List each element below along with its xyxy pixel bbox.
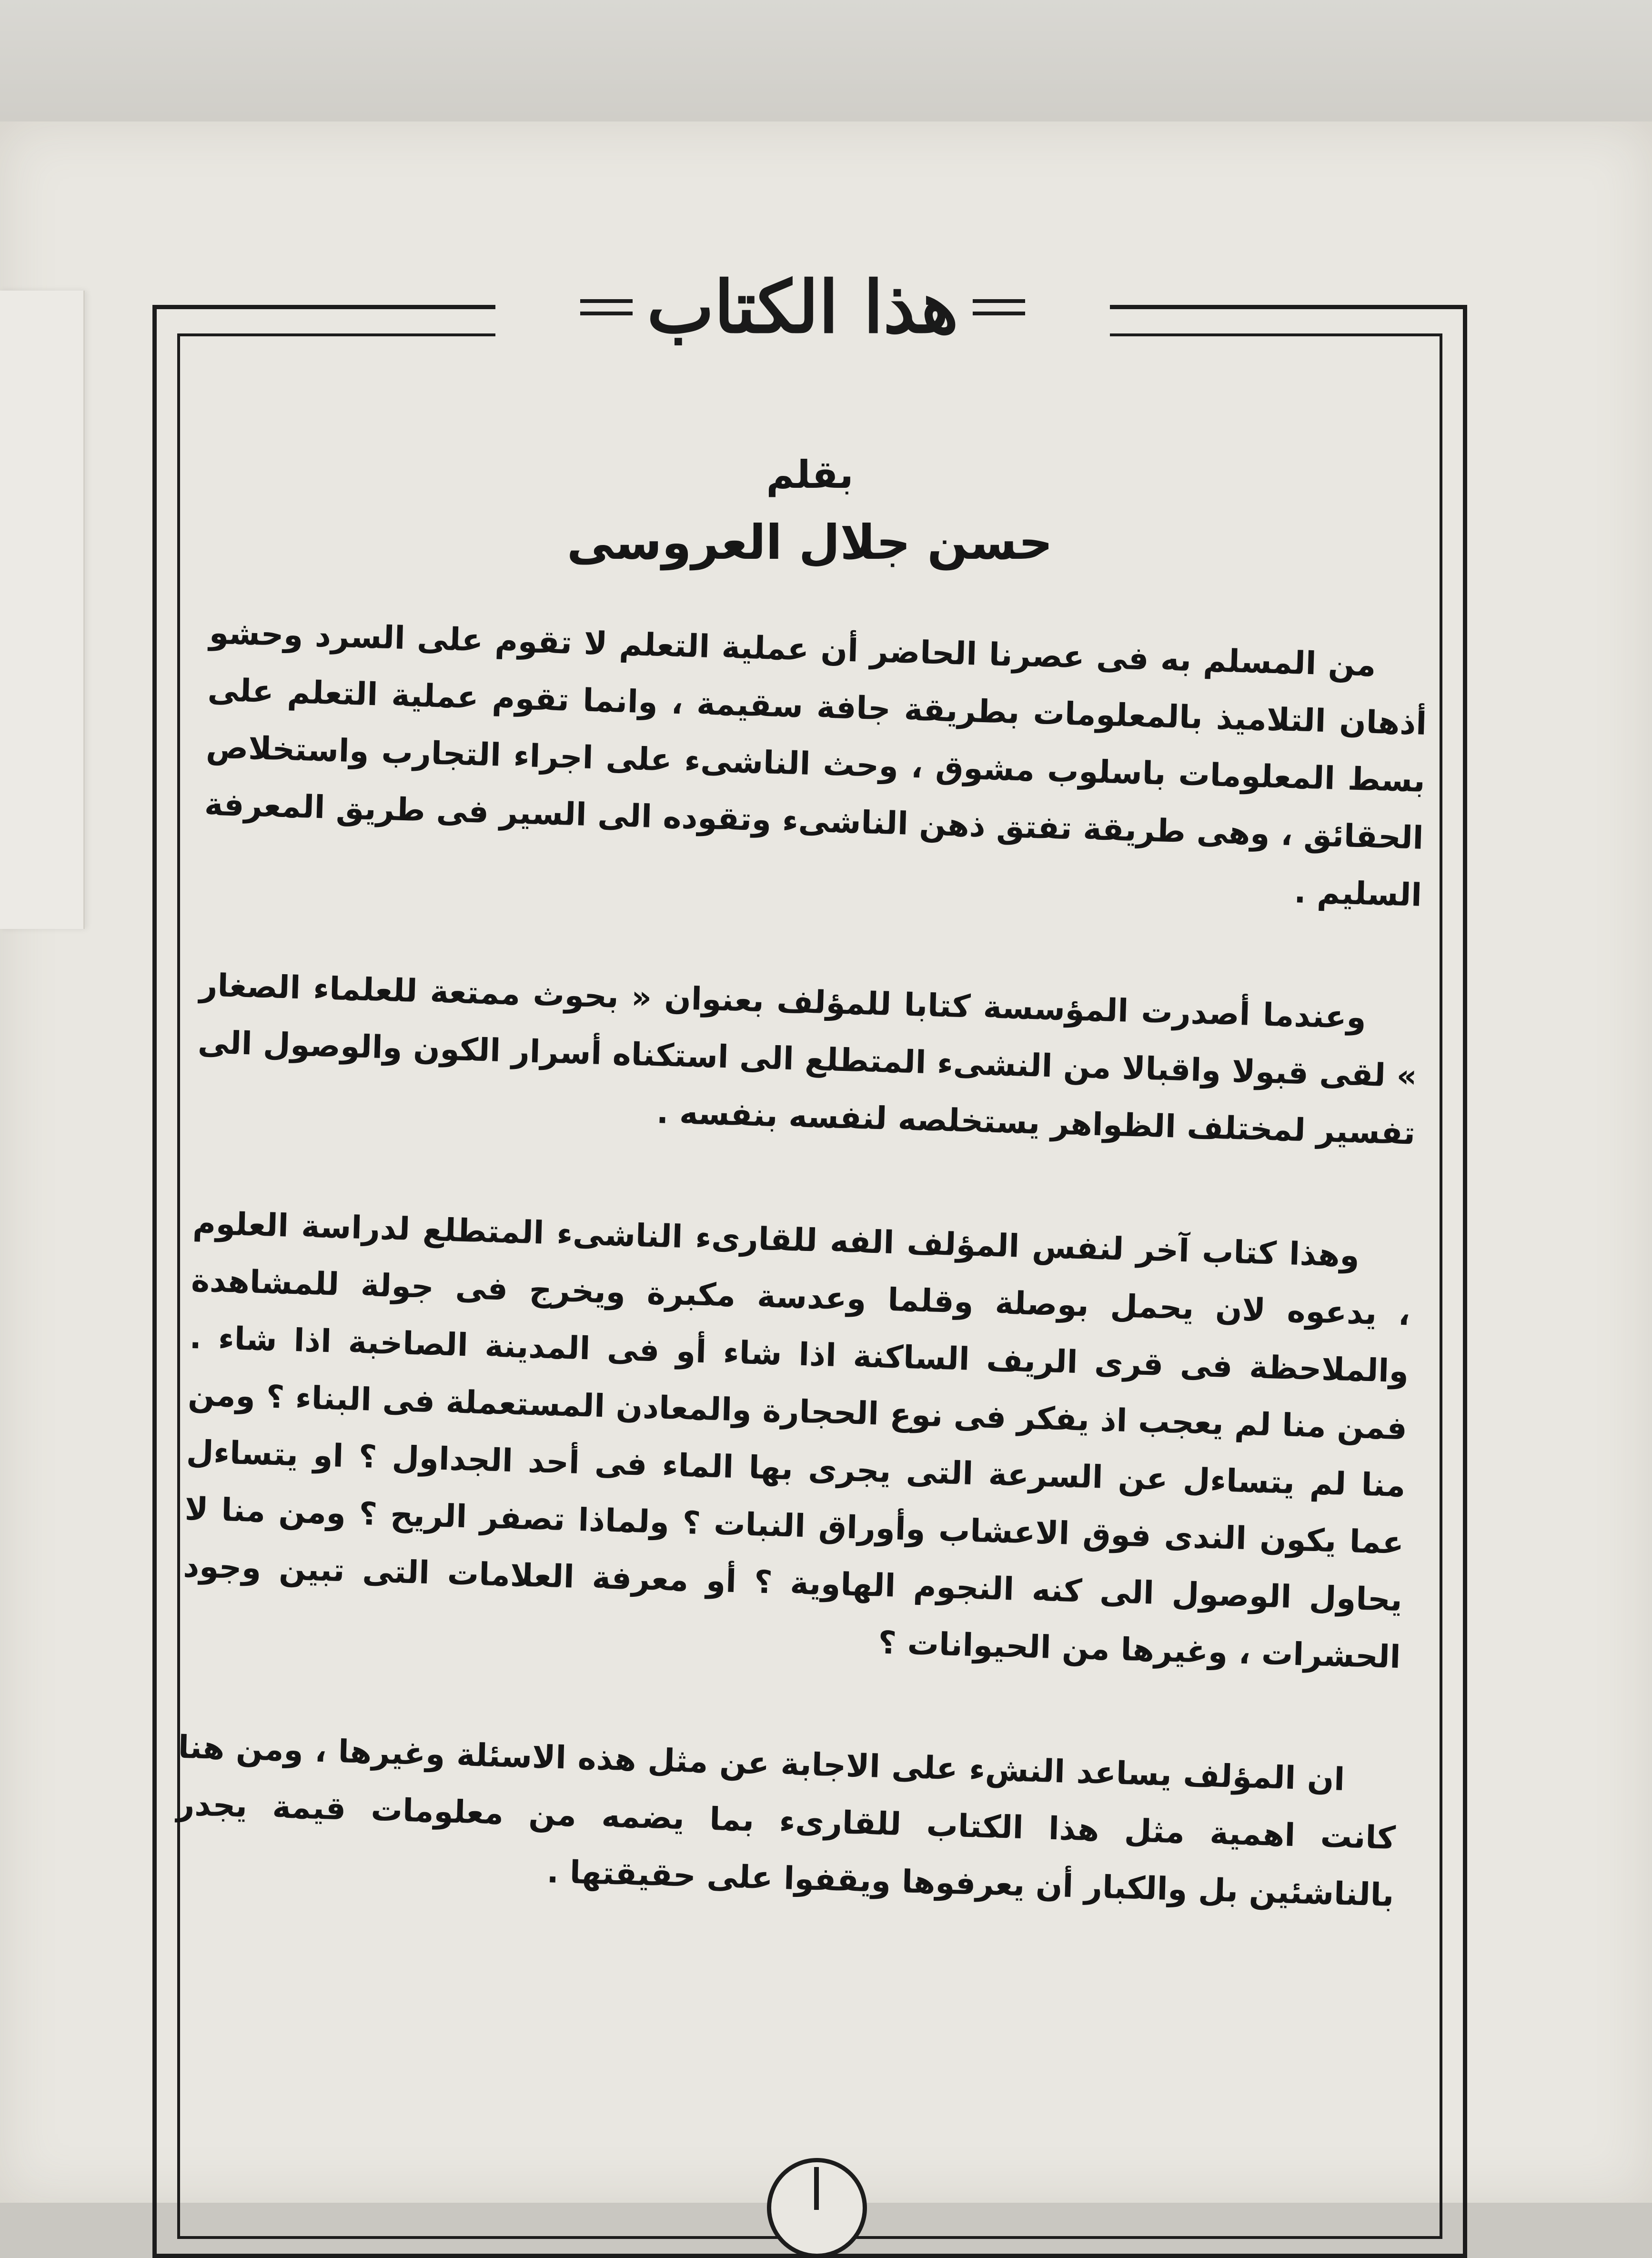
paragraph: من المسلم به فى عصرنا الحاضر أن عملية التعلم لا تقوم على السرد وحشو أذهان التلاميذ بالمعلومات بطريقة جافة سقيمة ، وانما تقوم عملية التعلم على بسط المعلومات باسلوب مشوق ، وحث الناشىء على اجراء التجارب واستخلاص الحقائق ، وهى طريقة تفتق ذهن الناشىء وتقوده الى السير فى طريق المعرفة السليم . (204, 614, 1428, 914)
paper-scrap (0, 291, 85, 929)
page-title: هذا الكتاب (646, 265, 959, 349)
title-ornament-right (973, 299, 1025, 315)
title-ornament-left (580, 299, 633, 315)
byline-label: بقلم (766, 453, 854, 497)
body-text (172, 605, 1429, 1991)
paragraph: وعندما أصدرت المؤسسة كتابا للمؤلف بعنوان « بحوث ممتعة للعلماء الصغار » لقى قبولا واقبالا من النشىء المتطلع الى استكناه أسرار الكون والوصول الى تفسير لمختلف الظواهر يستخلصه لنفسه بنفسه . (197, 967, 1418, 1152)
paragraph: ان المؤلف يساعد النشء على الاجابة عن مثل هذه الاسئلة وغيرها ، ومن هنا كانت اهمية مثل هذا الكتاب للقارىء بما يضمه من معلومات قيمة يجدر بالناشئين بل والكبار أن يعرفوها ويقفوا على حقيقتها . (176, 1728, 1396, 1914)
paragraph: وهذا كتاب آخر لنفس المؤلف الفه للقارىء الناشىء المتطلع لدراسة العلوم ، يدعوه لان يحمل بوصلة وقلما وعدسة مكبرة ويخرج فى جولة للمشاهدة والملاحظة فى قرى الريف الساكنة اذا شاء أو فى المدينة الصاخبة اذا شاء . فمن منا لم يعجب اذ يفكر فى نوع الحجارة والمعادن المستعملة فى البناء ؟ ومن منا لم يتساءل عن السرعة التى يجرى بها الماء فى أحد الجداول ؟ او يتساءل عما يكون الندى فوق الاعشاب وأوراق النبات ؟ ولماذا تصفر الريح ؟ ومن منا لا يحاول الوصول الى كنه النجوم الهاوية ؟ أو معرفة العلامات التى تبين وجود الحشرات ، وغيرها من الحيوانات ؟ (182, 1205, 1411, 1676)
title-plate (495, 264, 1110, 350)
author-name: حسن جلال العروسى (566, 514, 1053, 570)
publisher-emblem-icon (767, 2158, 867, 2258)
